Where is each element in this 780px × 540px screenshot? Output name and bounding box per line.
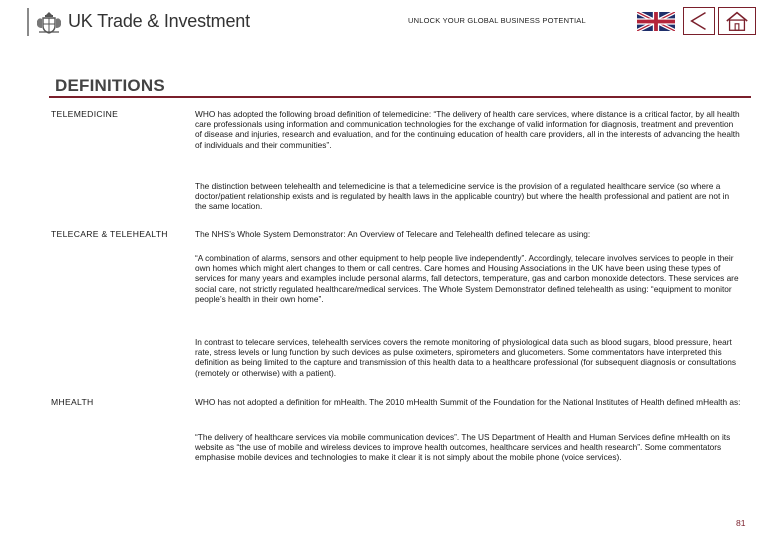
term-telemedicine: TELEMEDICINE (51, 109, 119, 119)
page-title: DEFINITIONS (55, 76, 165, 95)
definition-paragraph: The NHS’s Whole System Demonstrator: An Overview of Telecare and Telehealth defined telecare as using: (195, 229, 591, 239)
definition-paragraph: The distinction between telehealth and telemedicine is that a telemedicine service is the provision of a regulated healthcare service (so where a doctor/patient relationship exists and is regulated by health laws in the applicable country) but where the health professional and patient are not in the same location. (195, 181, 730, 212)
page-number: 81 (736, 518, 746, 528)
brand-name: UK Trade & Investment (68, 11, 250, 31)
term-mhealth: MHEALTH (51, 397, 94, 407)
definition-paragraph: “A combination of alarms, sensors and other equipment to help people live independently”. Accordingly, telecare involves services to people in their own homes which might alert changes to them or call centres. Care homes and Housing Associations in the UK have been using these types of services for many years and examples include personal alarms, fall detectors, temperature, gas and carbon monoxide detectors. These services are social care, not strictly regulated healthcare/medical services. The Whole System Demonstrator defined telehealth as using: “equipment to monitor people’s health in their own home”. (195, 253, 739, 304)
definition-paragraph: WHO has adopted the following broad definition of telemedicine: “The delivery of health care services, where distance is a critical factor, by all health care professionals using information and communication technologies for the exchange of valid information for diagnosis, treatment and prevention of disease and injuries, research and evaluation, and for the continuing education of health care providers, all in the interests of advancing the health of individuals and their communities”. (195, 109, 740, 150)
definition-paragraph: “The delivery of healthcare services via mobile communication devices”. The US Department of Health and Human Services define mHealth on its website as “the use of mobile and wireless devices to improve health outcomes, healthcare services and health research”. Some commentators emphasise mobile devices and technologies to make it clear it is not simply about the mobile phone (voice services). (195, 432, 731, 463)
term-telecare-telehealth: TELECARE & TELEHEALTH (51, 229, 168, 239)
definition-paragraph: In contrast to telecare services, telehealth services covers the remote monitoring of physiological data such as blood sugars, blood pressure, heart rate, stress levels or lung function by such devices as pulse oximeters, spirometers and glucometers. Some commentators have interpreted this definition as being limited to the capture and transmission of this health data to a healthcare professional (for subsequent diagnosis or consultations (remotely or otherwise) with a patient). (195, 337, 737, 378)
tagline: UNLOCK YOUR GLOBAL BUSINESS POTENTIAL (408, 16, 586, 25)
definition-paragraph: WHO has not adopted a definition for mHealth. The 2010 mHealth Summit of the Foundation for the National Institutes of Health defined mHealth as: (195, 397, 741, 407)
